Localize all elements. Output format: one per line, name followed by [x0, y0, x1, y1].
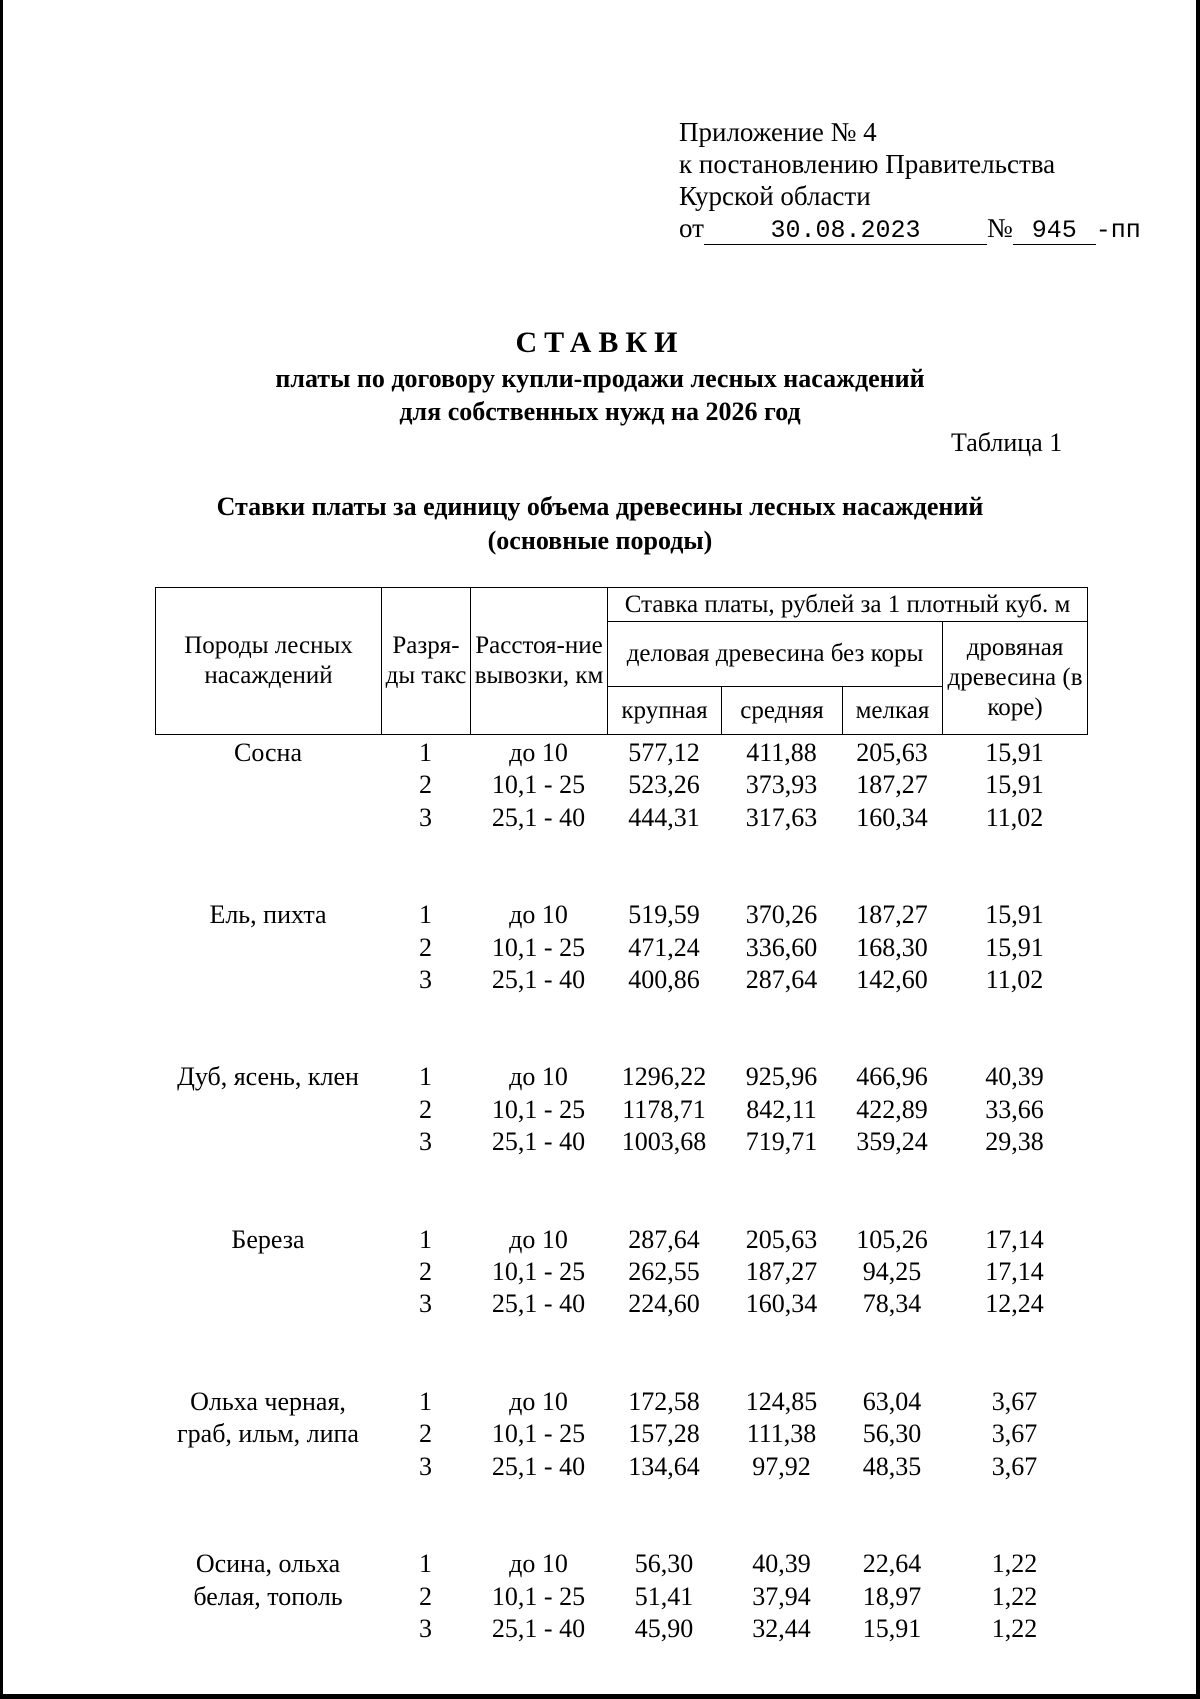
header-large: крупная	[608, 687, 722, 735]
small-cell: 422,89	[856, 1094, 928, 1124]
grade-cell: 2	[419, 1581, 432, 1611]
medium-cell: 32,44	[752, 1613, 811, 1643]
species-name-line: Береза	[231, 1224, 305, 1254]
grade-cell: 1	[419, 1386, 432, 1416]
grade-cell: 2	[419, 1094, 432, 1124]
species-cell	[155, 1548, 381, 1645]
scan-border-left	[0, 0, 3, 1699]
species-name-line: Ольха черная,	[190, 1386, 346, 1416]
firewood-cell: 15,91	[985, 900, 1044, 930]
firewood-cell: 11,02	[985, 802, 1044, 832]
firewood-cell: 1,22	[991, 1613, 1038, 1643]
firewood-cell: 1,22	[991, 1549, 1038, 1579]
group-spacer	[155, 1159, 1087, 1224]
firewood-cell: 33,66	[985, 1094, 1044, 1124]
large-cell: 262,55	[628, 1257, 700, 1287]
table-row	[155, 899, 1087, 931]
large-cell: 172,58	[628, 1386, 700, 1416]
firewood-cell: 29,38	[985, 1127, 1044, 1157]
species-cell	[155, 1061, 381, 1158]
group-spacer-cell	[155, 1321, 1087, 1386]
firewood-cell: 11,02	[985, 965, 1044, 995]
appendix-header	[679, 116, 1141, 247]
distance-cell: 10,1 - 25	[491, 1094, 586, 1124]
distance-cell: до 10	[509, 900, 568, 930]
distance-cell: до 10	[509, 1386, 568, 1416]
species-name-line: граб, ильм, липа	[177, 1419, 359, 1449]
large-cell: 56,30	[634, 1549, 694, 1579]
medium-cell: 925,96	[745, 1062, 818, 1092]
distance-cell: 10,1 - 25	[491, 1257, 586, 1287]
grade-cell: 3	[419, 1451, 432, 1481]
medium-cell: 187,27	[745, 1257, 818, 1287]
species-cell	[155, 899, 381, 996]
small-cell: 15,91	[862, 1613, 922, 1643]
distance-cell: 25,1 - 40	[491, 802, 586, 832]
table-caption-line-2: (основные породы)	[487, 526, 713, 555]
number-label: №	[986, 213, 1013, 243]
firewood-cell: 15,91	[985, 770, 1044, 800]
table-row	[155, 1386, 1087, 1418]
species-cell	[155, 1224, 381, 1321]
medium-cell: 111,38	[746, 1419, 817, 1449]
medium-cell: 370,26	[745, 900, 818, 930]
small-cell: 187,27	[856, 770, 928, 800]
firewood-cell: 1,22	[991, 1581, 1038, 1611]
table-label: Таблица 1	[951, 428, 1063, 457]
medium-cell: 411,88	[746, 738, 817, 767]
group-spacer	[155, 834, 1087, 899]
species-name-line: Ель, пихта	[209, 900, 327, 930]
species-cell	[155, 737, 381, 834]
from-label: от	[679, 213, 704, 243]
rates-body	[155, 737, 1087, 1645]
subtitle-line-2: для собственных нужд на 2026 год	[399, 397, 801, 426]
header-firewood: дровяная древесина (в коре)	[943, 622, 1088, 735]
species-name-line: белая, тополь	[193, 1581, 343, 1611]
appendix-date-line	[679, 212, 1141, 247]
distance-cell: 25,1 - 40	[491, 1289, 586, 1319]
group-spacer	[155, 1483, 1087, 1548]
distance-cell: 25,1 - 40	[491, 1613, 586, 1643]
large-cell: 45,90	[634, 1613, 694, 1643]
small-cell: 56,30	[862, 1419, 922, 1449]
species-name-line: Осина, ольха	[195, 1549, 341, 1579]
header-rate: Ставка платы, рублей за 1 плотный куб. м	[608, 588, 1088, 622]
medium-cell: 37,94	[752, 1581, 811, 1611]
medium-cell: 97,92	[752, 1451, 811, 1481]
table-caption-line-1: Ставки платы за единицу объема древесины лесных насаждений	[216, 492, 984, 521]
distance-cell: 10,1 - 25	[491, 932, 586, 962]
appendix-region: Курской области	[679, 181, 871, 211]
grade-cell: 1	[419, 1549, 432, 1579]
medium-cell: 336,60	[745, 932, 818, 962]
resolution-date: 30.08.2023	[704, 218, 987, 245]
medium-cell: 205,63	[745, 1224, 818, 1254]
scan-border-right	[1196, 0, 1200, 1699]
species-cell	[155, 1386, 381, 1483]
group-spacer-cell	[155, 1483, 1087, 1548]
small-cell: 18,97	[862, 1581, 922, 1611]
species-name-line: Сосна	[234, 738, 302, 767]
firewood-cell: 40,39	[985, 1062, 1044, 1092]
distance-cell: 25,1 - 40	[491, 1451, 586, 1481]
small-cell: 168,30	[856, 932, 928, 962]
rates-table-header	[155, 587, 1088, 735]
large-cell: 134,64	[628, 1451, 700, 1481]
distance-cell: до 10	[509, 1224, 568, 1254]
grade-cell: 2	[419, 1257, 432, 1287]
firewood-cell: 3,67	[991, 1419, 1038, 1449]
rates-table-body	[155, 737, 1087, 1645]
medium-cell: 842,11	[746, 1094, 817, 1124]
distance-cell: 25,1 - 40	[491, 965, 586, 995]
small-cell: 94,25	[862, 1257, 922, 1287]
grade-cell: 2	[419, 1419, 432, 1449]
header-species: Породы лесных насаждений	[156, 588, 382, 735]
grade-cell: 2	[419, 932, 432, 962]
distance-cell: до 10	[509, 1062, 568, 1092]
firewood-cell: 12,24	[985, 1289, 1044, 1319]
document-subtitle	[230, 362, 970, 428]
small-cell: 466,96	[856, 1062, 928, 1092]
distance-cell: до 10	[509, 1549, 568, 1579]
large-cell: 1296,22	[621, 1062, 707, 1092]
group-spacer-cell	[155, 834, 1087, 899]
header-medium: средняя	[722, 687, 843, 735]
small-cell: 78,34	[862, 1289, 922, 1319]
document-title: СТАВКИ	[515, 326, 685, 359]
medium-cell: 719,71	[745, 1127, 818, 1157]
grade-cell: 1	[419, 1224, 432, 1254]
distance-cell: 10,1 - 25	[491, 1581, 586, 1611]
grade-cell: 3	[419, 965, 432, 995]
table-row	[155, 1224, 1087, 1256]
firewood-cell: 3,67	[991, 1386, 1038, 1416]
distance-cell: 25,1 - 40	[491, 1127, 586, 1157]
grade-cell: 1	[419, 900, 432, 930]
small-cell: 63,04	[862, 1386, 922, 1416]
grade-cell: 2	[419, 770, 432, 800]
table-caption	[150, 490, 1050, 558]
medium-cell: 160,34	[745, 1289, 818, 1319]
medium-cell: 373,93	[745, 770, 818, 800]
table-row	[155, 1548, 1087, 1580]
large-cell: 444,31	[628, 802, 700, 832]
firewood-cell: 15,91	[985, 932, 1044, 962]
grade-cell: 3	[419, 1613, 432, 1643]
firewood-cell: 17,14	[985, 1257, 1044, 1287]
resolution-number-suffix: -пп	[1095, 216, 1141, 245]
appendix-number: Приложение № 4	[679, 117, 877, 147]
firewood-cell: 17,14	[985, 1224, 1044, 1254]
resolution-number: 945	[1013, 218, 1096, 245]
large-cell: 523,26	[628, 770, 700, 800]
firewood-cell: 15,91	[985, 738, 1044, 767]
large-cell: 157,28	[628, 1419, 700, 1449]
distance-cell: 10,1 - 25	[491, 770, 586, 800]
grade-cell: 1	[419, 738, 432, 767]
distance-cell: до 10	[509, 738, 568, 767]
table-row	[155, 737, 1087, 769]
small-cell: 105,26	[856, 1224, 928, 1254]
medium-cell: 124,85	[745, 1386, 818, 1416]
medium-cell: 317,63	[745, 802, 818, 832]
appendix-resolution-ref: к постановлению Правительства	[679, 149, 1056, 179]
large-cell: 400,86	[628, 965, 700, 995]
small-cell: 359,24	[856, 1127, 928, 1157]
subtitle-line-1: платы по договору купли-продажи лесных насаждений	[275, 364, 925, 393]
grade-cell: 1	[419, 1062, 432, 1092]
small-cell: 187,27	[856, 900, 928, 930]
header-small: мелкая	[843, 687, 943, 735]
medium-cell: 40,39	[752, 1549, 811, 1579]
grade-cell: 3	[419, 802, 432, 832]
header-grade: Разря-ды такс	[382, 588, 471, 735]
firewood-cell: 3,67	[991, 1451, 1038, 1481]
grade-cell: 3	[419, 1289, 432, 1319]
large-cell: 224,60	[628, 1289, 700, 1319]
small-cell: 205,63	[856, 738, 928, 767]
large-cell: 1178,71	[622, 1094, 706, 1124]
small-cell: 160,34	[856, 802, 928, 832]
scan-border-bottom	[0, 1694, 1200, 1699]
header-distance: Расстоя-ние вывозки, км	[471, 588, 608, 735]
header-business-wood: деловая древесина без коры	[608, 622, 943, 687]
small-cell: 22,64	[862, 1549, 922, 1579]
medium-cell: 287,64	[745, 965, 818, 995]
small-cell: 142,60	[856, 965, 928, 995]
group-spacer-cell	[155, 1159, 1087, 1224]
distance-cell: 10,1 - 25	[491, 1419, 586, 1449]
group-spacer-cell	[155, 996, 1087, 1061]
small-cell: 48,35	[862, 1451, 922, 1481]
large-cell: 1003,68	[621, 1127, 707, 1157]
group-spacer	[155, 996, 1087, 1061]
large-cell: 51,41	[634, 1581, 694, 1611]
large-cell: 577,12	[628, 738, 700, 767]
large-cell: 471,24	[628, 932, 700, 962]
large-cell: 519,59	[628, 900, 700, 930]
table-row	[155, 1061, 1087, 1093]
large-cell: 287,64	[628, 1224, 700, 1254]
group-spacer	[155, 1321, 1087, 1386]
species-name-line: Дуб, ясень, клен	[177, 1062, 359, 1092]
grade-cell: 3	[419, 1127, 432, 1157]
